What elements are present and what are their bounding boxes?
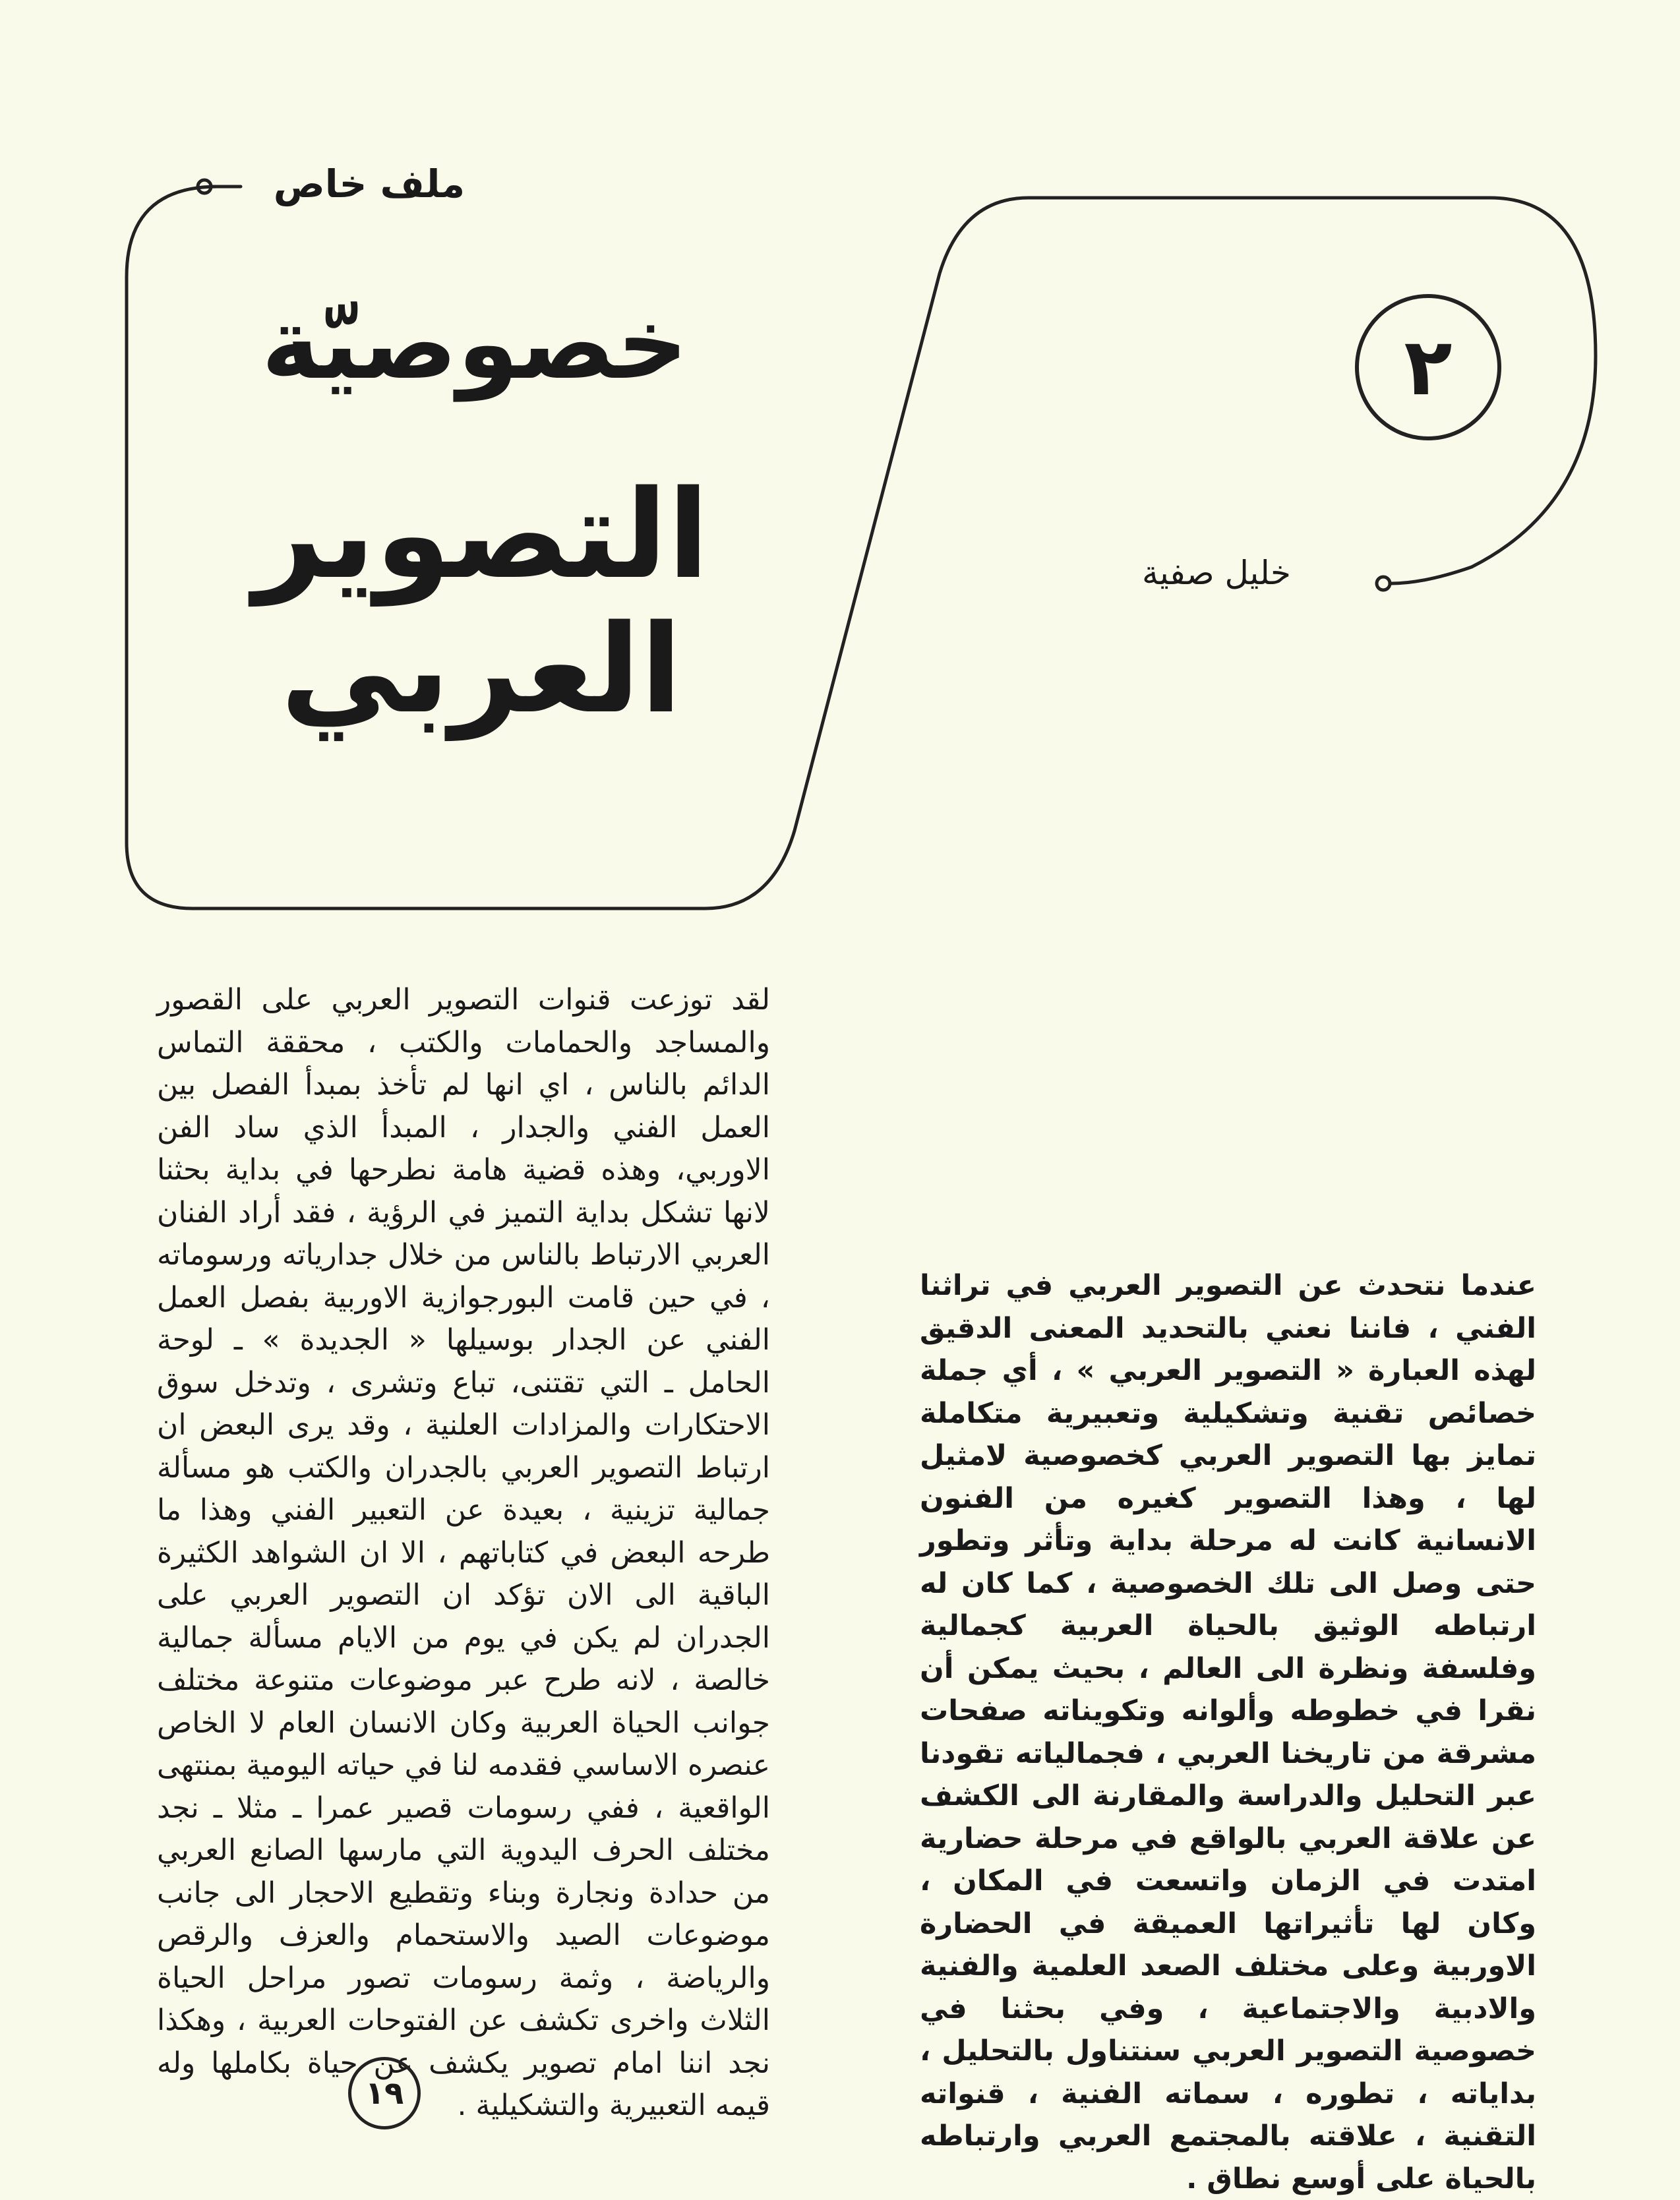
- page-number-badge: [348, 2057, 421, 2129]
- frame-bottom-dot: [1377, 577, 1390, 590]
- article-title-line1: خصوصيّة: [261, 287, 688, 401]
- author-name: خليل صفية: [1142, 554, 1291, 592]
- page-number: ١٩: [365, 2075, 404, 2112]
- article-title-line2: التصوير العربي: [253, 463, 709, 740]
- body-column-right: عندما نتحدث عن التصوير العربي في تراثنا الفني ، فاننا نعني بالتحديد المعنى الدقيق لهذه العبارة « التصوير العربي » ، أي جملة خصائص تقنية وتشكيلية وتعبيرية متكاملة تمايز بها التصوير العربي كخصوصية لامثيل لها ، وهذا التصوير كغيره من الفنون الانسانية كانت له مرحلة بداية وتأثر وتطور حتى وصل الى تلك الخصوصية ، كما كان له ارتباطه الوثيق بالحياة العربية كجمالية وفلسفة ونظرة الى العالم ، بحيث يمكن أن نقرا في خطوطه وألوانه وتكويناته صفحات مشرقة من تاريخنا العربي ، فجمالياته تقودنا عبر التحليل والدراسة والمقارنة الى الكشف عن علاقة العربي بالواقع في مرحلة حضارية امتدت في الزمان واتسعت في المكان ، وكان لها تأثيراتها العميقة في الحضارة الاوربية وعلى مختلف الصعد العلمية والفنية والادبية والاجتماعية ، وفي بحثنا في خصوصية التصوير العربي سنتناول بالتحليل ، بداياته ، تطوره ، سماته الفنية ، قنواته التقنية ، علاقته بالمجتمع العربي وارتباطه بالحياة على أوسع نطاق .: [920, 1269, 1536, 2195]
- article-number-badge: [1355, 294, 1501, 440]
- article-number: ٢: [1404, 321, 1453, 413]
- body-column-left: لقد توزعت قنوات التصوير العربي على القصور والمساجد والحمامات والكتب ، محققة التماس الدائم بالناس ، اي انها لم تأخذ بمبدأ الفصل بين العمل الفني والجدار ، المبدأ الذي ساد الفن الاوربي، وهذه قضية هامة نطرحها في بداية بحثنا لانها تشكل بداية التميز في الرؤية ، فقد أراد الفنان العربي الارتباط بالناس من خلال جدارياته ورسوماته ، في حين قامت البورجوازية الاوربية بفصل العمل الفني عن الجدار بوسيلها « الجديدة » ـ لوحة الحامل ـ التي تقتنى، تباع وتشرى ، وتدخل سوق الاحتكارات والمزادات العلنية ، وقد يرى البعض ان ارتباط التصوير العربي بالجدران والكتب هو مسألة جمالية تزينية ، بعيدة عن التعبير الفني وهذا ما طرحه البعض في كتاباتهم ، الا ان الشواهد الكثيرة الباقية الى الان تؤكد ان التصوير العربي على الجدران لم يكن في يوم من الايام مسألة جمالية خالصة ، لانه طرح عبر موضوعات متنوعة مختلف جوانب الحياة العربية وكان الانسان العام لا الخاص عنصره الاساسي فقدمه لنا في حياته اليومية بمنتهى الواقعية ، ففي رسومات قصير عمرا ـ مثلا ـ نجد مختلف الحرف اليدوية التي مارسها الصانع العربي من حدادة ونجارة وبناء وتقطيع الاحجار الى جانب موضوعات الصيد والاستحمام والعزف والرقص والرياضة ، وثمة رسومات تصور مراحل الحياة الثلاث واخرى تكشف عن الفتوحات العربية ، وهكذا نجد اننا امام تصوير يكشف عن حياة بكاملها وله قيمه التعبيرية والتشكيلية .: [157, 983, 770, 2122]
- section-label: ملف خاص: [273, 162, 465, 206]
